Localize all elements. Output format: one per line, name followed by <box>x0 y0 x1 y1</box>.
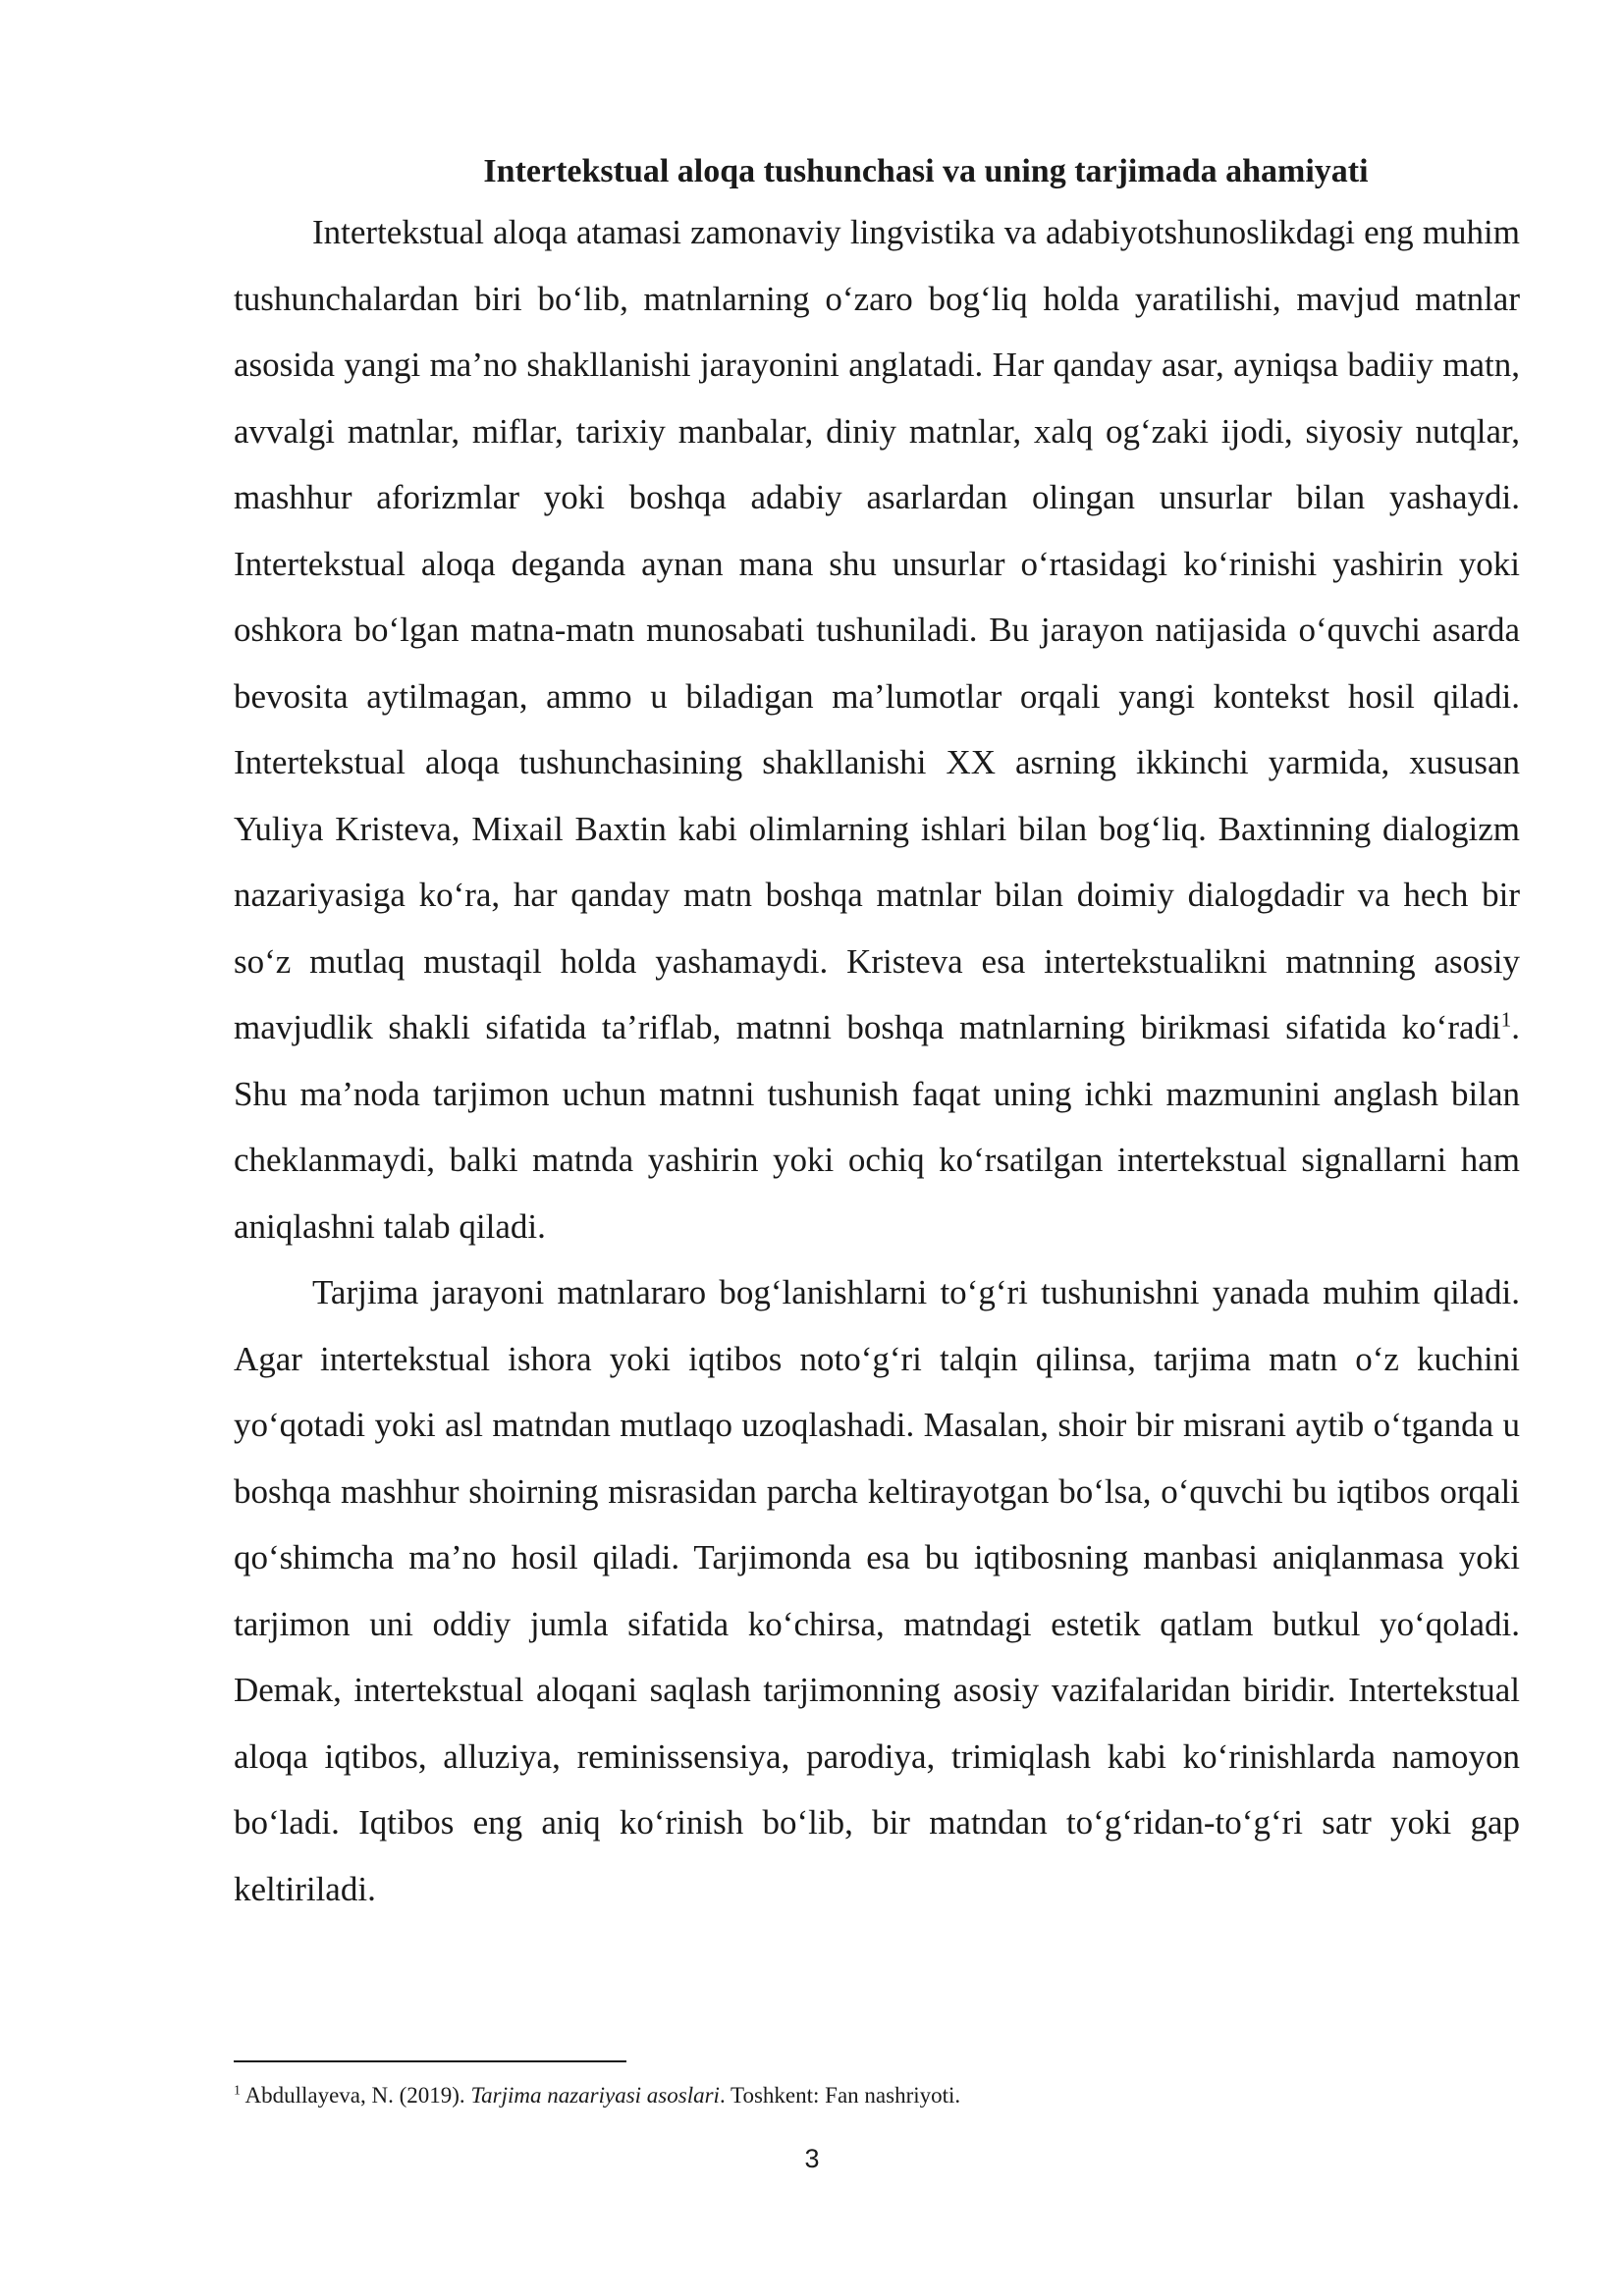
footnote-reference[interactable]: 1 <box>1500 1007 1512 1032</box>
paragraph-1-text: Intertekstual aloqa atamasi zamonaviy lingvistika va adabiyotshunoslikdagi eng muhim tushunchalardan biri bo‘lib, matnlarning o‘zaro bog‘liq holda yaratilishi, mavjud matnlar asosida yangi ma’no shakllanishi jarayonini anglatadi. Har qanday asar, ayniqsa badiiy matn, avvalgi matnlar, miflar, tarixiy manbalar, diniy matnlar, xalq og‘zaki ijodi, siyosiy nutqlar, mashhur aforizmlar yoki boshqa adabiy asarlardan olingan unsurlar bilan yashaydi. Intertekstual aloqa deganda aynan mana shu unsurlar o‘rtasidagi ko‘rinishi yashirin yoki oshkora bo‘lgan matna-matn munosabati tushuniladi. Bu jarayon natijasida o‘quvchi asarda bevosita aytilmagan, ammo u biladigan ma’lumotlar orqali yangi kontekst hosil qiladi. Intertekstual aloqa tushunchasining shakllanishi XX asrning ikkinchi yarmida, xususan Yuliya Kristeva, Mixail Baxtin kabi olimlarning ishlari bilan bog‘liq. Baxtinning dialogizm nazariyasiga ko‘ra, har qanday matn boshqa matnlar bilan doimiy dialogdadir va hech bir so‘z mutlaq mustaqil holda yashamaydi. Kristeva esa intertekstualikni matnning asosiy mavjudlik shakli sifatida ta’riflab, matnni boshqa matnlarning birikmasi sifatida ko‘radi <box>234 213 1520 1046</box>
footnote-separator <box>234 2060 626 2062</box>
footnote-text-before: Abdullayeva, N. (2019). <box>241 2083 471 2108</box>
document-title: Intertekstual aloqa tushunchasi va uning tarjimada ahamiyati <box>483 153 1369 189</box>
paragraph-1 <box>234 199 1520 1259</box>
footnote-number: 1 <box>234 2083 241 2099</box>
footnote <box>234 2081 1520 2110</box>
paragraph-2: Tarjima jarayoni matnlararo bog‘lanishlarni to‘g‘ri tushunishni yanada muhim qiladi. Agar intertekstual ishora yoki iqtibos noto‘g‘ri talqin qilinsa, tarjima matn o‘z kuchini yo‘qotadi yoki asl matndan mutlaqo uzoqlashadi. Masalan, shoir bir misrani aytib o‘tganda u boshqa mashhur shoirning misrasidan parcha keltirayotgan bo‘lsa, o‘quvchi bu iqtibos orqali qo‘shimcha ma’no hosil qiladi. Tarjimonda esa bu iqtibosning manbasi aniqlanmasa yoki tarjimon uni oddiy jumla sifatida ko‘chirsa, matndagi estetik qatlam butkul yo‘qoladi. Demak, intertekstual aloqani saqlash tarjimonning asosiy vazifalaridan biridir. Intertekstual aloqa iqtibos, alluziya, reminissensiya, parodiya, trimiqlash kabi ko‘rinishlarda namoyon bo‘ladi. Iqtibos eng aniq ko‘rinish bo‘lib, bir matndan to‘g‘ridan-to‘g‘ri satr yoki gap keltiriladi. <box>234 1273 1520 1908</box>
paragraph-1-continuation: . Shu ma’noda tarjimon uchun matnni tushunish faqat uning ichki mazmunini anglash bilan cheklanmaydi, balki matnda yashirin yoki ochiq ko‘rsatilgan intertekstual signallarni ham aniqlashni talab qiladi. <box>234 1008 1520 1246</box>
page-number: 3 <box>804 2144 820 2173</box>
footnote-book-title: Tarjima nazariyasi asoslari <box>470 2083 720 2108</box>
page-body <box>234 152 1520 1922</box>
footnote-text-after: . Toshkent: Fan nashriyoti. <box>719 2083 961 2108</box>
